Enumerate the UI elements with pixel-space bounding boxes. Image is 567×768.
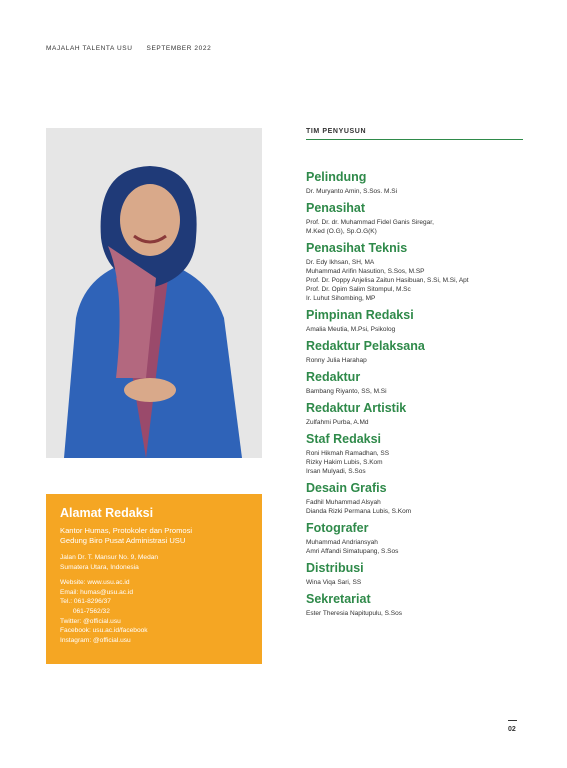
person-name: Dianda Rizki Permana Lubis, S.Kom	[306, 508, 412, 515]
person-name: Dr. Edy Ikhsan, SH, MA	[306, 259, 375, 266]
role-heading: Staf Redaksi	[306, 432, 382, 446]
facebook-line: Facebook: usu.ac.id/facebook	[60, 627, 148, 635]
twitter-line: Twitter: @official.usu	[60, 617, 121, 625]
person-name: Amri Affandi Simatupang, S.Sos	[306, 548, 399, 555]
instagram-line: Instagram: @official.usu	[60, 636, 131, 644]
person-name: Muhammad Andriansyah	[306, 539, 378, 546]
role-heading: Sekretariat	[306, 592, 371, 606]
portrait-photo	[46, 128, 262, 458]
role-heading: Pelindung	[306, 170, 367, 184]
office-line: Kantor Humas, Protokoler dan Promosi	[60, 526, 193, 535]
page-number-dash	[508, 720, 517, 721]
role-heading: Penasihat Teknis	[306, 241, 408, 255]
role-heading: Pimpinan Redaksi	[306, 308, 414, 322]
person-name: Ester Theresia Napitupulu, S.Sos	[306, 610, 402, 617]
person-name: Muhammad Arifin Nasution, S.Sos, M.SP	[306, 268, 425, 275]
role-heading: Distribusi	[306, 561, 364, 575]
person-name: Ronny Julia Harahap	[306, 357, 367, 364]
email-line: Email: humas@usu.ac.id	[60, 588, 134, 596]
staff-list	[306, 170, 536, 618]
address-title: Alamat Redaksi	[60, 506, 154, 520]
role-heading: Redaktur Artistik	[306, 401, 407, 415]
street-line: Sumatera Utara, Indonesia	[60, 563, 139, 571]
team-divider	[306, 139, 523, 140]
address-box	[46, 494, 262, 664]
magazine-name: MAJALAH TALENTA USU	[46, 45, 133, 52]
person-name: Fadhil Muhammad Alsyah	[306, 499, 381, 506]
phone-line: Tel.: 061-8296/37	[60, 598, 111, 606]
person-name: Wina Viqa Sari, SS	[306, 579, 362, 586]
person-name: Prof. Dr. Poppy Anjelisa Zaitun Hasibuan, S.Si, M.Si, Apt	[306, 277, 469, 284]
person-name: M.Ked (O.G), Sp.O.G(K)	[306, 228, 377, 235]
role-heading: Penasihat	[306, 201, 366, 215]
team-label: TIM PENYUSUN	[306, 128, 367, 135]
phone-line: 061-7562/32	[60, 607, 110, 615]
person-name: Bambang Riyanto, SS, M.Si	[306, 388, 387, 395]
person-name: Irsan Mulyadi, S.Sos	[306, 468, 366, 475]
person-name: Prof. Dr. Opim Salim Sitompul, M.Sc	[306, 286, 411, 293]
role-heading: Desain Grafis	[306, 481, 387, 495]
office-info	[60, 526, 248, 546]
role-heading: Redaktur Pelaksana	[306, 339, 425, 353]
person-name: Ir. Luhut Sihombing, MP	[306, 295, 376, 302]
portrait-illustration	[46, 128, 262, 458]
issue-date: SEPTEMBER 2022	[146, 45, 212, 52]
page-number: 02	[508, 726, 516, 733]
person-name: Amalia Meutia, M.Psi, Psikolog	[306, 326, 396, 333]
person-name: Dr. Muryanto Amin, S.Sos. M.Si	[306, 188, 398, 195]
person-name: Rizky Hakim Lubis, S.Kom	[306, 459, 383, 466]
role-heading: Redaktur	[306, 370, 361, 384]
page-header	[46, 45, 211, 52]
street-line: Jalan Dr. T. Mansur No. 9, Medan	[60, 554, 159, 561]
office-line: Gedung Biro Pusat Administrasi USU	[60, 536, 186, 545]
role-heading: Fotografer	[306, 521, 369, 535]
person-name: Roni Hikmah Ramadhan, SS	[306, 450, 390, 457]
person-name: Prof. Dr. dr. Muhammad Fidel Ganis Siregar,	[306, 219, 434, 226]
website-line: Website: www.usu.ac.id	[60, 579, 130, 587]
person-name: Zulfahmi Purba, A.Md	[306, 419, 369, 426]
